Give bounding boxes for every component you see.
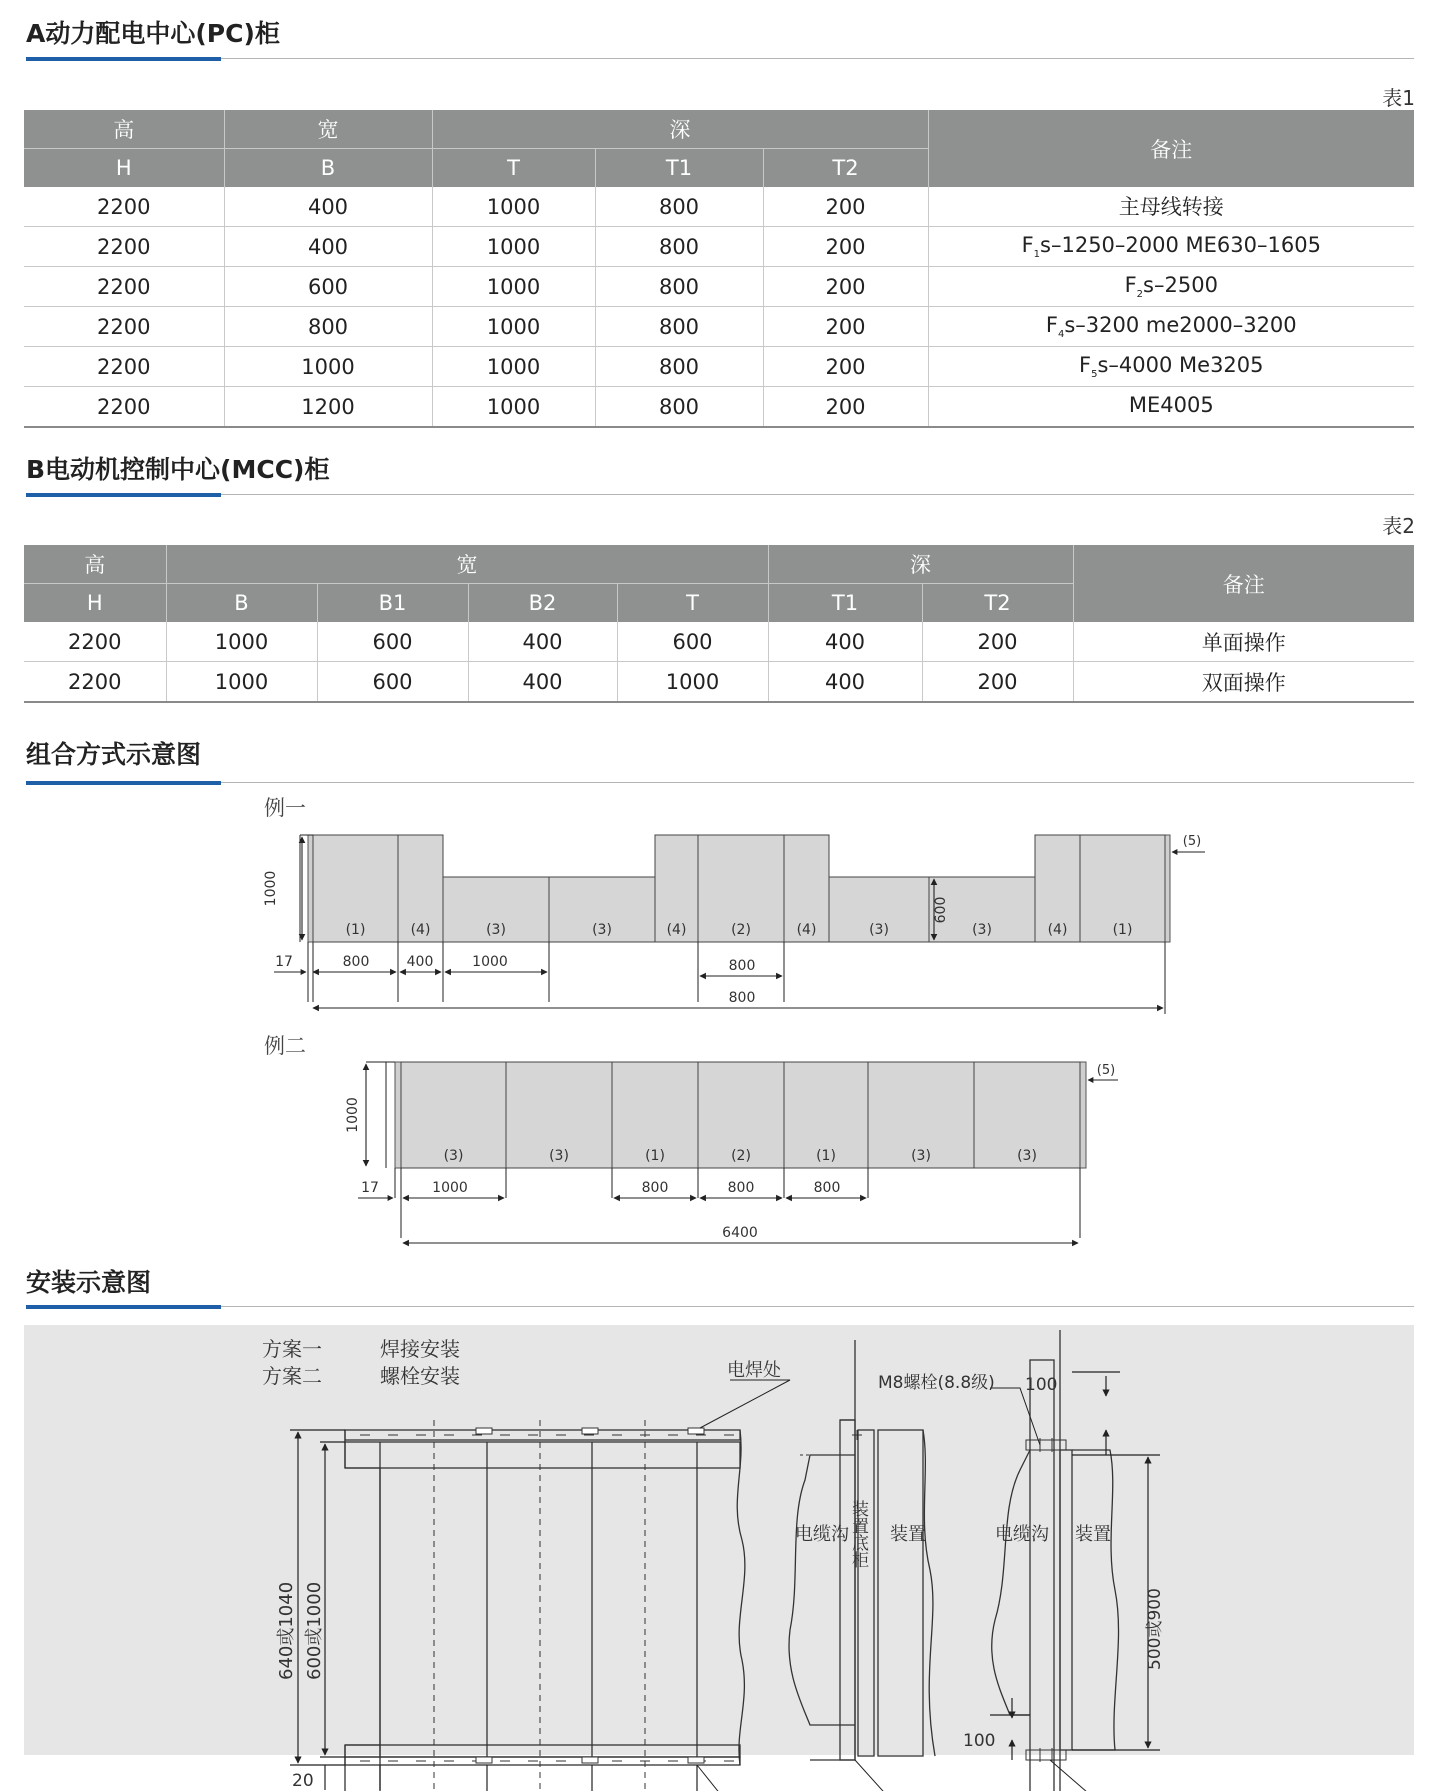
th-wide: 宽 [224, 110, 432, 149]
cabinet-label: (3) [592, 922, 612, 938]
note-text: F [1021, 232, 1034, 257]
th-note: 备注 [1073, 545, 1414, 622]
cell-t1: 800 [595, 387, 763, 428]
cell-h: 2200 [24, 622, 166, 662]
cell-b: 1000 [224, 347, 432, 387]
th-high: 高 [24, 545, 166, 584]
th-T1: T1 [768, 584, 922, 623]
cell-t: 1000 [432, 387, 595, 428]
cell-t2: 200 [763, 307, 928, 347]
cell-t1: 800 [595, 307, 763, 347]
cell-b1: 600 [317, 622, 468, 662]
note-subscript: 1 [1033, 249, 1041, 261]
cell-h: 2200 [24, 307, 224, 347]
cell-t: 1000 [432, 187, 595, 227]
note-text: s–2500 [1143, 272, 1218, 297]
install-diagram [0, 1320, 1441, 1791]
th-T2: T2 [763, 149, 928, 188]
cabinet-label: (3) [869, 922, 889, 938]
cell-b: 800 [224, 307, 432, 347]
cell-t1: 400 [768, 622, 922, 662]
table2-body [24, 622, 1414, 702]
th-T2: T2 [922, 584, 1073, 623]
table2-label: 表2 [1382, 514, 1415, 538]
side-panel [308, 835, 313, 942]
table-row [24, 187, 1414, 227]
dim-height: 1000 [263, 870, 279, 907]
dim-total: 6400 [722, 1225, 758, 1241]
cell-b2: 400 [468, 662, 617, 703]
th-high: 高 [24, 110, 224, 149]
table-row [24, 662, 1414, 703]
cabinet-label: (2) [731, 922, 751, 938]
section-divider [26, 494, 1414, 495]
table-row [24, 622, 1414, 662]
dim-100-bottom: 100 [963, 1731, 996, 1751]
section-divider [26, 58, 1414, 59]
plan2-desc: 螺栓安装 [380, 1364, 460, 1388]
cabinet-label: (1) [345, 922, 366, 938]
cell-note: 双面操作 [1073, 662, 1414, 703]
cabinet-label: (3) [972, 922, 992, 938]
dim-20: 20 [292, 1771, 314, 1791]
table-row [24, 347, 1414, 387]
cell-b: 1000 [166, 622, 317, 662]
table-row [24, 227, 1414, 267]
th-T: T [432, 149, 595, 188]
cell-t: 1000 [432, 347, 595, 387]
note-subscript: 2 [1136, 289, 1144, 301]
cell-t1: 400 [768, 662, 922, 703]
cell-t2: 200 [763, 347, 928, 387]
cell-t2: 200 [763, 227, 928, 267]
note-text: s–4000 Me3205 [1097, 352, 1264, 377]
combination-diagram [0, 800, 1441, 1260]
th-note: 备注 [928, 110, 1414, 187]
cell-b: 1000 [166, 662, 317, 703]
table1-body [24, 187, 1414, 427]
cabinet-label: (3) [486, 922, 506, 938]
cabinet-label: (4) [1047, 922, 1068, 938]
side-panel [1165, 835, 1170, 942]
th-H: H [24, 149, 224, 188]
note-subscript: 4 [1057, 329, 1065, 341]
section-title-mcc: B电动机控制中心(MCC)柜 [26, 455, 330, 484]
note-text: s–1250–2000 ME630–1605 [1040, 232, 1321, 257]
cell-t1: 800 [595, 267, 763, 307]
dim-total: 800 [728, 990, 756, 1006]
dim-17: 17 [275, 954, 293, 970]
example2-label: 例二 [264, 1034, 306, 1058]
cable-trench-label: 电缆沟 [995, 1524, 1049, 1545]
th-deep: 深 [432, 110, 928, 149]
cell-t: 600 [617, 622, 768, 662]
cell-h: 2200 [24, 227, 224, 267]
example2-drawing [345, 1062, 1118, 1243]
cell-t: 1000 [432, 307, 595, 347]
dim-800: 800 [727, 1180, 755, 1196]
dim-800: 800 [641, 1180, 669, 1196]
th-B: B [166, 584, 317, 623]
th-T1: T1 [595, 149, 763, 188]
section-title-pc: A动力配电中心(PC)柜 [26, 19, 280, 48]
cell-note: 单面操作 [1073, 622, 1414, 662]
section-accent-bar [26, 57, 221, 61]
side-panel-label: (5) [1182, 834, 1202, 849]
dim-inner-height: 600 [933, 896, 949, 924]
example1-label: 例一 [264, 796, 306, 820]
cell-b: 1200 [224, 387, 432, 428]
cabinet-label: (4) [666, 922, 687, 938]
table-row [24, 307, 1414, 347]
cell-h: 2200 [24, 267, 224, 307]
th-wide: 宽 [166, 545, 768, 584]
cabinet-label: (1) [816, 1148, 836, 1164]
note-text: s–3200 me2000–3200 [1064, 312, 1297, 337]
note-text: F [1124, 272, 1137, 297]
cell-note [928, 307, 1414, 347]
table-row [24, 387, 1414, 428]
note-text: F [1079, 352, 1092, 377]
dim-1000: 1000 [472, 954, 508, 970]
cabinet-label: (3) [443, 1148, 464, 1164]
th-B1: B1 [317, 584, 468, 623]
section-accent-bar [26, 493, 221, 497]
cabinet-label: (3) [549, 1148, 569, 1164]
cell-note [928, 347, 1414, 387]
cable-trench-label: 电缆沟 [795, 1524, 849, 1545]
th-B: B [224, 149, 432, 188]
example1-drawing [263, 834, 1205, 1014]
dim-800: 800 [342, 954, 370, 970]
table-pc-spec [24, 110, 1414, 428]
bolt-label: M8螺栓(8.8级) [878, 1373, 995, 1393]
cabinet-label: (1) [645, 1148, 665, 1164]
cell-t1: 800 [595, 347, 763, 387]
side-panel [395, 1062, 401, 1168]
cell-note [928, 387, 1414, 428]
cabinet-label: (4) [796, 922, 817, 938]
cell-t1: 800 [595, 227, 763, 267]
cell-h: 2200 [24, 662, 166, 703]
cell-b2: 400 [468, 622, 617, 662]
cell-note [928, 187, 1414, 227]
note-subscript: 5 [1091, 369, 1098, 381]
cabinet-label: (1) [1112, 922, 1133, 938]
cell-t2: 200 [922, 622, 1073, 662]
note-text: ME4005 [1128, 392, 1214, 417]
cell-t2: 200 [763, 187, 928, 227]
dim-inner-height: 600或1000 [304, 1581, 325, 1680]
side-panel-label: (5) [1096, 1063, 1116, 1078]
cell-t2: 200 [763, 387, 928, 428]
table-row [24, 267, 1414, 307]
cell-b: 400 [224, 227, 432, 267]
th-T: T [617, 584, 768, 623]
cell-t1: 800 [595, 187, 763, 227]
note-text: 主母线转接 [1118, 194, 1224, 219]
plan1-label: 方案一 [262, 1337, 322, 1361]
section-accent-bar [26, 1305, 221, 1309]
cell-t2: 200 [763, 267, 928, 307]
section-divider [26, 782, 1414, 783]
note-text: F [1045, 312, 1058, 337]
plan1-desc: 焊接安装 [380, 1337, 460, 1361]
section-divider [26, 1306, 1414, 1307]
dim-400: 400 [406, 954, 434, 970]
device-label: 装置 [890, 1524, 926, 1545]
cell-h: 2200 [24, 387, 224, 428]
table-mcc-spec [24, 545, 1414, 703]
cabinet-label: (4) [410, 922, 431, 938]
cell-note [928, 267, 1414, 307]
cell-b: 400 [224, 187, 432, 227]
section-title-install: 安装示意图 [26, 1268, 152, 1297]
th-deep: 深 [768, 545, 1073, 584]
dim-outer-height: 640或1040 [276, 1581, 297, 1680]
cell-t: 1000 [432, 227, 595, 267]
dim-800: 800 [728, 958, 756, 974]
cell-t: 1000 [617, 662, 768, 703]
cell-t: 1000 [432, 267, 595, 307]
device-label: 装置 [1075, 1524, 1111, 1545]
dim-100-top: 100 [1025, 1375, 1058, 1395]
plan2-label: 方案二 [262, 1364, 322, 1388]
base-cabinet-label: 装置底柜 [848, 1500, 868, 1568]
dim-1000: 1000 [432, 1180, 468, 1196]
cabinet-label: (3) [911, 1148, 931, 1164]
side-panel [1080, 1062, 1086, 1168]
cell-t2: 200 [922, 662, 1073, 703]
dim-17: 17 [361, 1180, 379, 1196]
cell-h: 2200 [24, 347, 224, 387]
section-accent-bar [26, 781, 221, 785]
cell-b1: 600 [317, 662, 468, 703]
table1-label: 表1 [1382, 86, 1415, 110]
cell-b: 600 [224, 267, 432, 307]
cabinet-label: (3) [1017, 1148, 1037, 1164]
cabinet-label: (2) [731, 1148, 751, 1164]
cell-note [928, 227, 1414, 267]
dim-500-900: 500或900 [1145, 1588, 1165, 1670]
th-B2: B2 [468, 584, 617, 623]
th-H: H [24, 584, 166, 623]
dim-height: 1000 [345, 1097, 361, 1133]
dim-800: 800 [813, 1180, 841, 1196]
cell-h: 2200 [24, 187, 224, 227]
weld-point-label: 电焊处 [727, 1360, 781, 1381]
section-title-combination: 组合方式示意图 [26, 740, 202, 769]
